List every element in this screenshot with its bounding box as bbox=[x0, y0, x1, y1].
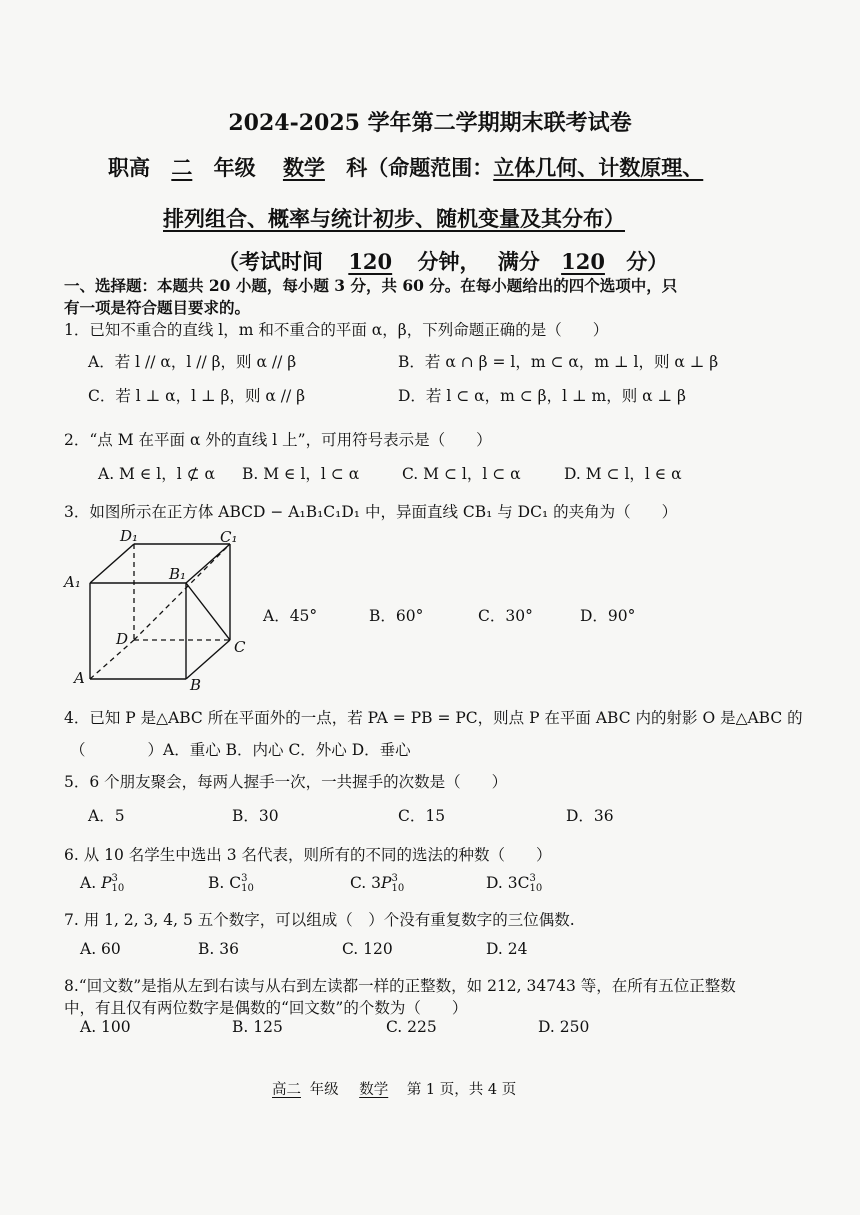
exam-header-line2 bbox=[163, 203, 625, 233]
question-8-option-c: C. 225 bbox=[386, 1018, 437, 1036]
question-7-stem: 7. 用 1, 2, 3, 4, 5 五个数字，可以组成（ ）个没有重复数字的三位偶数. bbox=[64, 911, 575, 929]
score-value: 120 bbox=[561, 249, 605, 274]
footer-grade: 高二 bbox=[272, 1082, 301, 1098]
question-3-stem: 3．如图所示在正方体 ABCD − A₁B₁C₁D₁ 中，异面直线 CB₁ 与 DC₁ 的夹角为（ ） bbox=[64, 503, 678, 521]
question-4-stem-cont: （ ）A．重心 B．内心 C．外心 D．垂心 bbox=[70, 741, 411, 759]
option-c-prefix: C. 3 bbox=[350, 874, 382, 892]
option-d-prefix: D. 3 bbox=[486, 874, 518, 892]
section-heading-line1: 一、选择题：本题共 20 小题，每小题 3 分，共 60 分。在每小题给出的四个选项中，只 bbox=[64, 276, 678, 295]
label-c: C bbox=[234, 638, 246, 656]
question-1-option-d: D．若 l ⊂ α，m ⊂ β，l ⊥ m，则 α ⊥ β bbox=[398, 387, 686, 405]
question-8-option-b: B. 125 bbox=[232, 1018, 283, 1036]
scope-line1: 立体几何、计数原理、 bbox=[493, 155, 704, 180]
option-b-prefix: B. bbox=[208, 874, 225, 892]
option-b-sup: 3 bbox=[241, 873, 248, 884]
segment-dc1-hidden bbox=[134, 544, 230, 640]
time-value: 120 bbox=[348, 249, 393, 274]
option-d-sup: 3 bbox=[529, 873, 536, 884]
time-unit: 分钟， bbox=[417, 249, 481, 274]
question-3-option-c: C．30° bbox=[478, 607, 533, 625]
question-8-option-d: D. 250 bbox=[538, 1018, 590, 1036]
question-8-stem: 8.“回文数”是指从左到右读与从右到左读都一样的正整数，如 212, 34743 等，在所有五位正整数 bbox=[64, 977, 736, 995]
option-c-sup: 3 bbox=[391, 873, 398, 884]
question-6-option-d bbox=[486, 874, 542, 894]
question-1-option-a: A．若 l // α，l // β，则 α // β bbox=[88, 353, 297, 371]
segment-cb1 bbox=[186, 583, 230, 640]
exam-title: 2024-2025 学年第二学期期末联考试卷 bbox=[228, 110, 632, 136]
exam-header-line1 bbox=[108, 152, 703, 182]
question-5-option-c: C．15 bbox=[398, 807, 446, 825]
header-prefix: 职高 bbox=[108, 155, 150, 180]
question-6-option-a bbox=[80, 874, 124, 894]
label-a1: A₁ bbox=[64, 573, 81, 591]
question-3-option-d: D．90° bbox=[580, 607, 636, 625]
question-7-option-d: D. 24 bbox=[486, 940, 528, 958]
option-a-sup: 3 bbox=[111, 873, 118, 884]
grade-fill: 二 bbox=[171, 155, 193, 180]
edge-a1d1 bbox=[90, 544, 134, 583]
question-7-option-c: C. 120 bbox=[342, 940, 393, 958]
question-2-option-d: D. M ⊂ l，l ∈ α bbox=[564, 465, 682, 483]
question-7-option-b: B. 36 bbox=[198, 940, 239, 958]
question-4-stem: 4．已知 P 是△ABC 所在平面外的一点，若 PA = PB = PC，则点 P 在平面 ABC 内的射影 O 是△ABC 的 bbox=[64, 709, 803, 727]
question-6-option-b bbox=[208, 874, 254, 894]
question-1-option-b: B．若 α ∩ β = l，m ⊂ α，m ⊥ l，则 α ⊥ β bbox=[398, 353, 719, 371]
option-c-symbol: P bbox=[381, 874, 392, 892]
question-5-stem: 5．6 个朋友聚会，每两人握手一次，一共握手的次数是（ ） bbox=[64, 773, 508, 791]
question-6-option-c bbox=[350, 874, 404, 894]
time-label: （考试时间 bbox=[218, 249, 323, 274]
option-a-symbol: P bbox=[101, 874, 112, 892]
question-2-option-c: C. M ⊂ l，l ⊂ α bbox=[402, 465, 521, 483]
option-a-sub: 10 bbox=[111, 883, 125, 894]
label-a: A bbox=[74, 669, 85, 687]
label-d: D bbox=[116, 630, 129, 648]
question-2-stem: 2．“点 M 在平面 α 外的直线 l 上”，可用符号表示是（ ） bbox=[64, 431, 492, 449]
footer-grade-suffix: 年级 bbox=[309, 1082, 339, 1098]
option-d-symbol: C bbox=[517, 874, 530, 892]
score-unit: 分） bbox=[626, 249, 669, 274]
question-3-option-b: B．60° bbox=[369, 607, 424, 625]
question-5-option-b: B．30 bbox=[232, 807, 279, 825]
question-6-stem: 6. 从 10 名学生中选出 3 名代表，则所有的不同的选法的种数（ ） bbox=[64, 846, 552, 864]
question-8-option-a: A. 100 bbox=[80, 1018, 131, 1036]
question-2-option-a: A. M ∈ l，l ⊄ α bbox=[98, 465, 215, 483]
option-d-sub: 10 bbox=[529, 883, 543, 894]
page-footer bbox=[272, 1078, 516, 1099]
question-1-option-c: C．若 l ⊥ α，l ⊥ β，则 α // β bbox=[88, 387, 306, 405]
option-c-sub: 10 bbox=[391, 883, 405, 894]
label-c1: C₁ bbox=[220, 528, 238, 546]
label-b1: B₁ bbox=[169, 565, 187, 583]
label-d1: D₁ bbox=[120, 528, 139, 545]
question-1-stem: 1．已知不重合的直线 l，m 和不重合的平面 α，β，下列命题正确的是（ ） bbox=[64, 321, 609, 339]
question-5-option-d: D．36 bbox=[566, 807, 614, 825]
footer-subject: 数学 bbox=[359, 1082, 389, 1098]
subject-suffix: 科（命题范围： bbox=[346, 155, 494, 180]
question-7-option-a: A. 60 bbox=[80, 940, 121, 958]
subject-fill: 数学 bbox=[282, 155, 325, 180]
grade-suffix: 年级 bbox=[213, 155, 256, 180]
scope-line2: 排列组合、概率与统计初步、随机变量及其分布） bbox=[163, 206, 625, 231]
option-a-prefix: A. bbox=[80, 874, 97, 892]
question-3-option-a: A．45° bbox=[263, 607, 318, 625]
option-b-symbol: C bbox=[229, 874, 242, 892]
score-label: 满分 bbox=[497, 249, 540, 274]
question-8-stem-cont: 中，有且仅有两位数字是偶数的“回文数”的个数为（ ） bbox=[64, 999, 468, 1017]
section-heading-line2: 有一项是符合题目要求的。 bbox=[64, 298, 251, 317]
label-b: B bbox=[190, 676, 202, 694]
footer-page-number: 第 1 页，共 4 页 bbox=[406, 1082, 517, 1098]
exam-time-line bbox=[218, 246, 668, 276]
option-b-sub: 10 bbox=[241, 883, 254, 894]
question-5-option-a: A．5 bbox=[88, 807, 125, 825]
edge-bc bbox=[186, 640, 230, 679]
cube-figure bbox=[60, 528, 260, 698]
question-2-option-b: B. M ∈ l，l ⊂ α bbox=[242, 465, 360, 483]
